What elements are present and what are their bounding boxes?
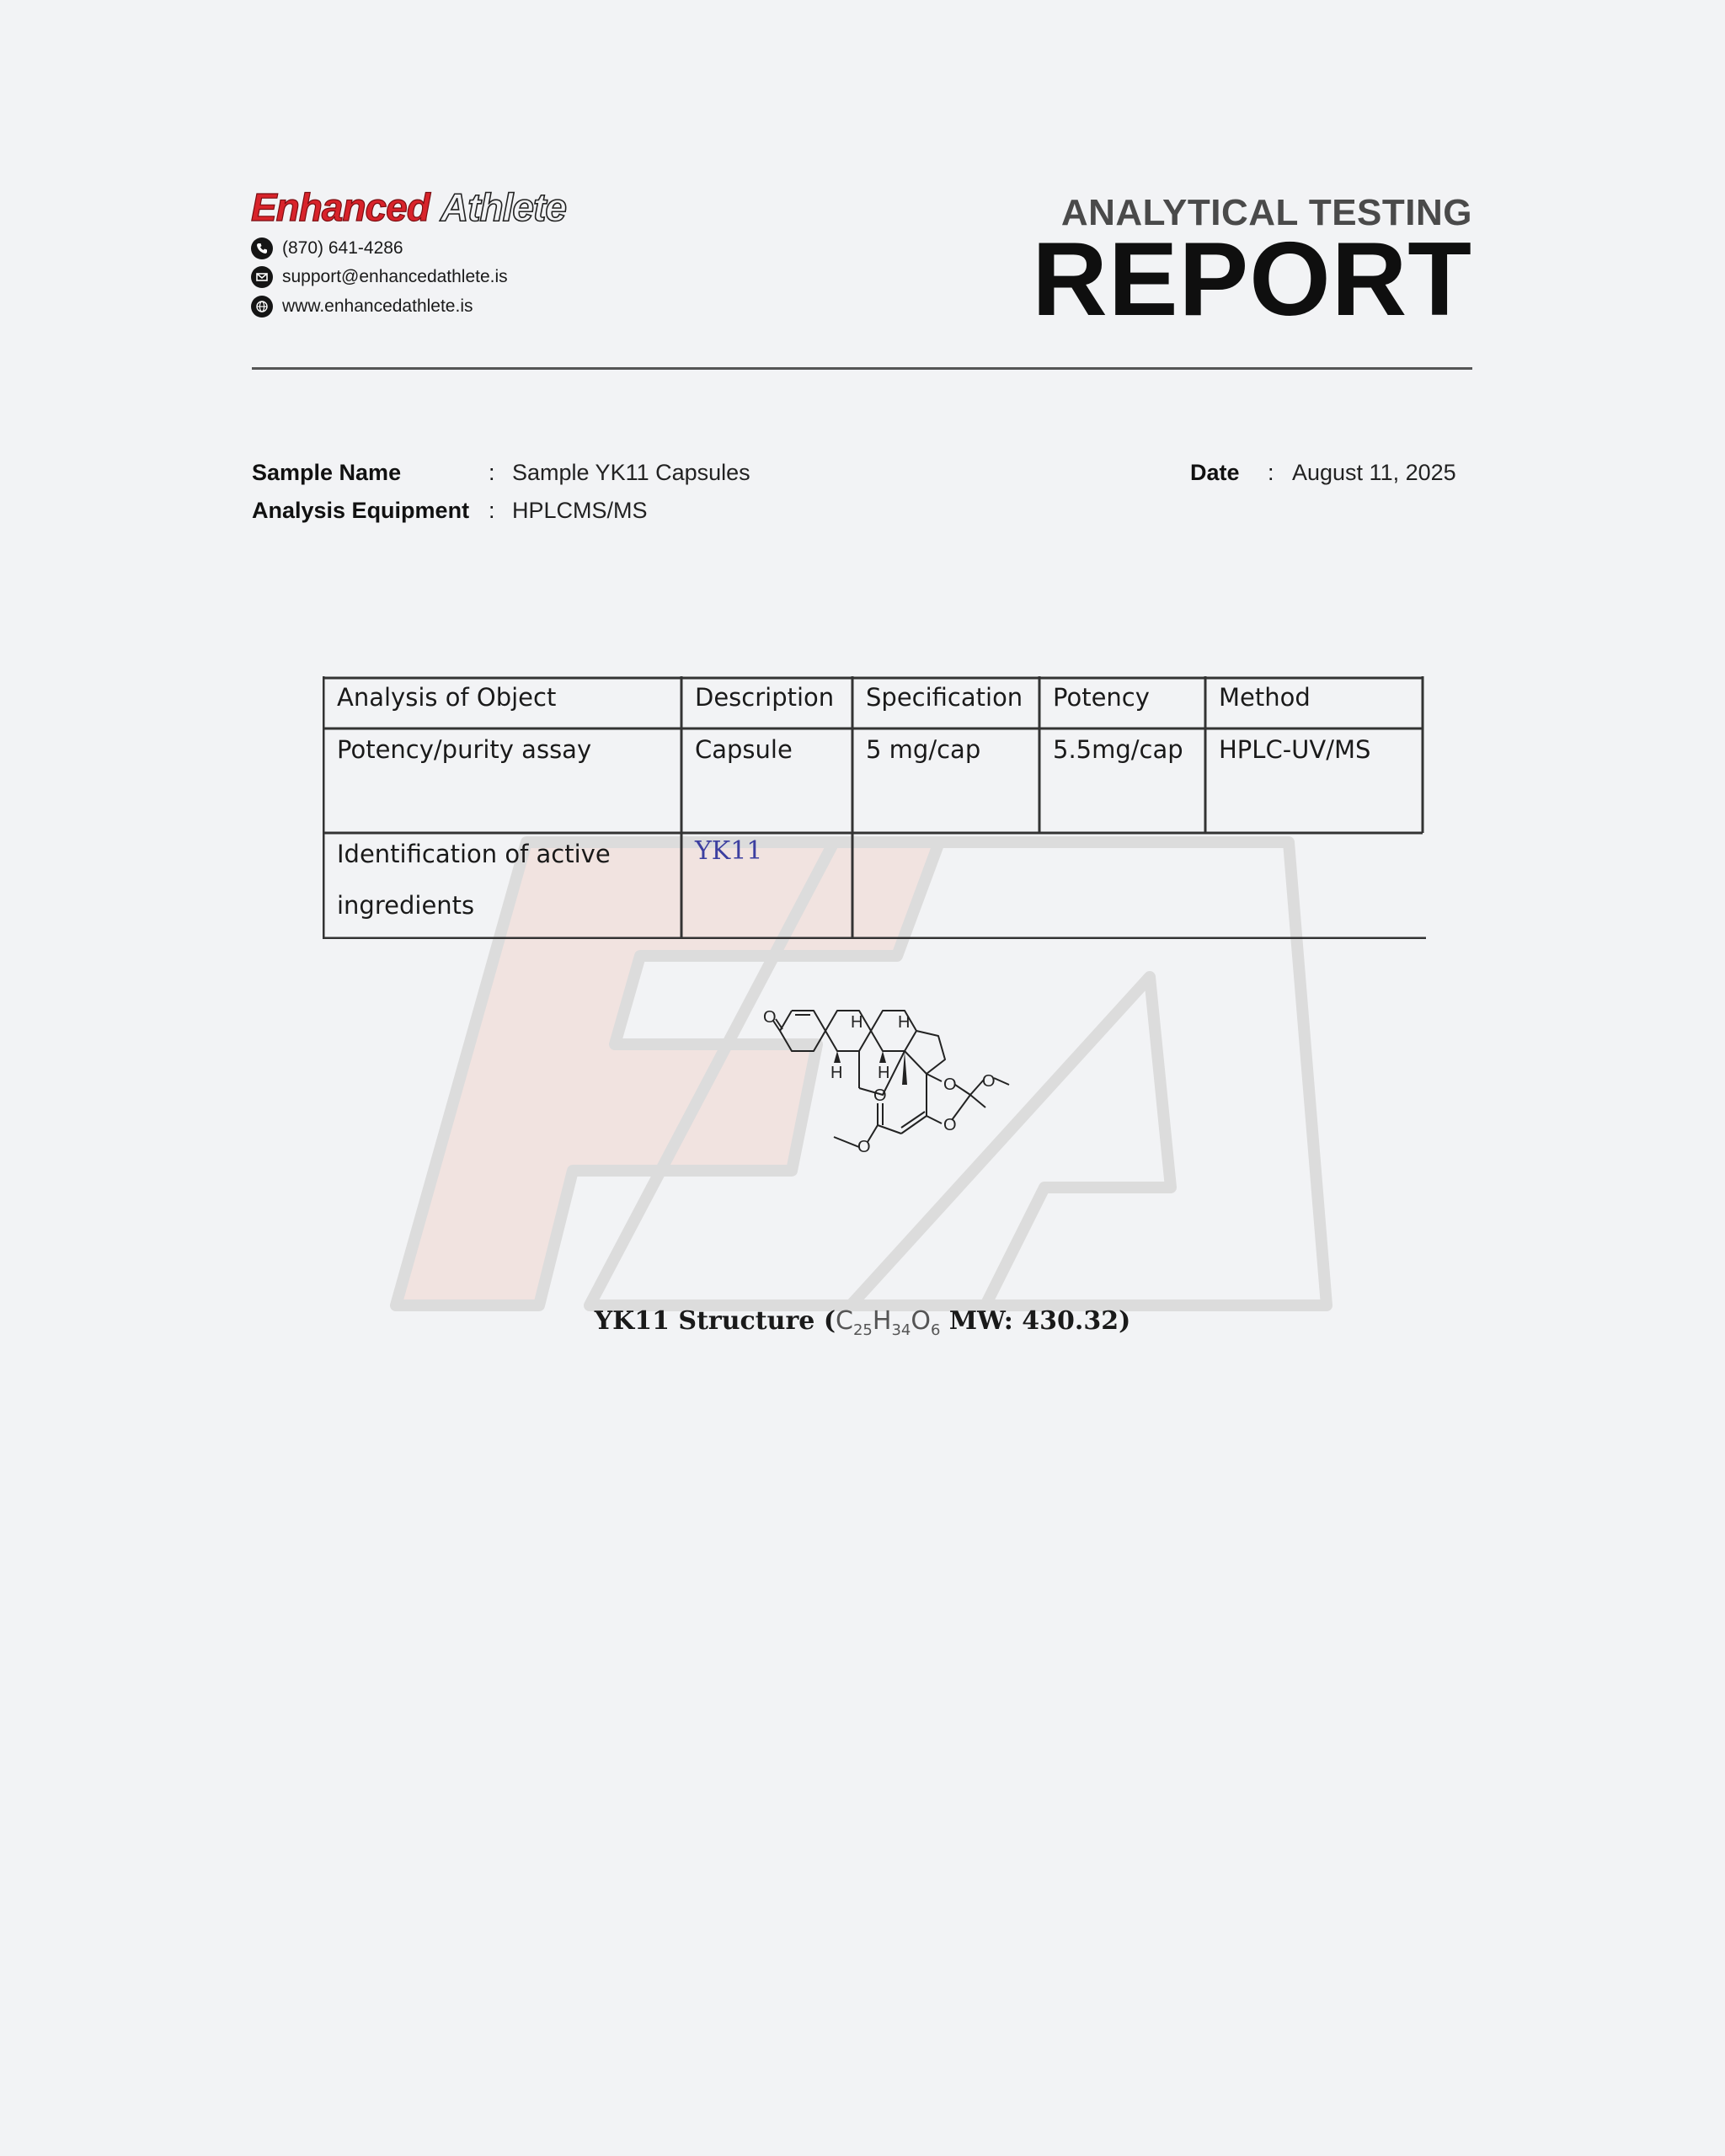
- header-analysis-object: Analysis of Object: [337, 683, 557, 712]
- atom-o-acetal-1: O: [943, 1075, 957, 1094]
- header-divider: [252, 367, 1472, 370]
- report-title-line1: ANALYTICAL TESTING: [1060, 192, 1472, 233]
- atom-o-methoxy: O: [982, 1072, 996, 1091]
- globe-icon: [251, 296, 273, 318]
- header-specification: Specification: [866, 683, 1023, 712]
- atom-h-2: H: [851, 1013, 863, 1032]
- equipment-label: Analysis Equipment: [252, 498, 470, 523]
- contact-website: [251, 296, 473, 318]
- header-method: Method: [1219, 683, 1311, 712]
- atom-o-ester: O: [857, 1138, 871, 1156]
- atom-o-carbonyl: O: [873, 1086, 887, 1105]
- sample-name-label: Sample Name: [252, 460, 402, 485]
- cell-specification: 5 mg/cap: [866, 735, 981, 764]
- sample-name-value: Sample YK11 Capsules: [512, 460, 750, 485]
- phone-text: (870) 641-4286: [282, 238, 403, 258]
- header-potency: Potency: [1053, 683, 1150, 712]
- email-text: support@enhancedathlete.is: [282, 267, 508, 286]
- atom-h-1: H: [830, 1064, 843, 1082]
- website-text: www.enhancedathlete.is: [282, 296, 473, 316]
- cell-potency: 5.5mg/cap: [1053, 735, 1183, 764]
- structure-caption: [0, 1306, 1725, 1339]
- cell-identification-line1: Identification of active: [337, 840, 611, 868]
- cell-description: Capsule: [695, 735, 793, 764]
- sample-colon: :: [489, 460, 495, 485]
- atom-o-acetal-2: O: [943, 1116, 957, 1134]
- cell-analysis-object: Potency/purity assay: [337, 735, 592, 764]
- cell-identification-line2: ingredients: [337, 891, 475, 920]
- equipment-colon: :: [489, 498, 495, 523]
- date-colon: :: [1268, 460, 1274, 485]
- atom-h-3: H: [878, 1064, 890, 1082]
- contact-phone: [251, 237, 403, 259]
- mail-icon: [251, 266, 273, 288]
- caption-suffix: MW: 430.32): [940, 1306, 1131, 1336]
- logo-part-athlete: Athlete: [441, 187, 566, 227]
- phone-icon: [251, 237, 273, 259]
- atom-o-ketone: O: [763, 1008, 777, 1027]
- analysis-table: [323, 676, 1426, 939]
- brand-logo: [251, 187, 588, 227]
- cell-method: HPLC-UV/MS: [1219, 735, 1371, 764]
- date-label: Date: [1190, 460, 1240, 485]
- caption-prefix: YK11 Structure (: [594, 1306, 836, 1336]
- date-value: August 11, 2025: [1292, 460, 1456, 485]
- logo-part-enhanced: Enhanced: [251, 187, 430, 227]
- contact-email: [251, 266, 508, 288]
- report-title-main: REPORT: [1032, 221, 1472, 338]
- yk11-structure-diagram: [758, 969, 1044, 1213]
- table-grid: [323, 676, 1426, 939]
- header-description: Description: [695, 683, 835, 712]
- caption-formula: $C_{25}H_{34}O_6$: [836, 1306, 941, 1339]
- equipment-value: HPLCMS/MS: [512, 498, 648, 523]
- atom-h-4: H: [898, 1013, 911, 1032]
- yk11-link[interactable]: YK11: [695, 836, 763, 866]
